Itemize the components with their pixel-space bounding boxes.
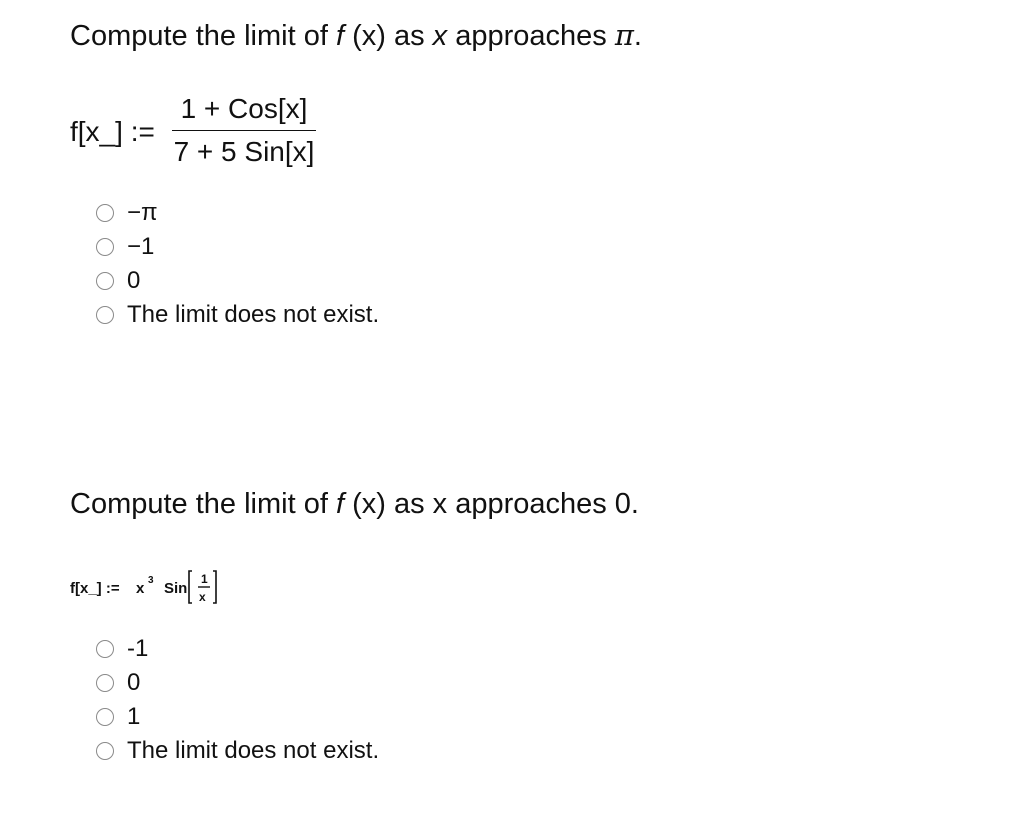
- prompt-argument: (x): [344, 20, 386, 52]
- radio-button[interactable]: [96, 204, 114, 222]
- option-label: −π: [127, 199, 158, 226]
- formula-lhs: f[x_] :=: [70, 580, 120, 597]
- answer-option[interactable]: [96, 196, 379, 230]
- bracket-denominator: x: [199, 590, 206, 604]
- formula-power: [136, 575, 154, 597]
- radio-button[interactable]: [96, 238, 114, 256]
- prompt-function-name: f: [335, 20, 345, 52]
- prompt-text: Compute the limit of: [70, 20, 336, 52]
- radio-button[interactable]: [96, 272, 114, 290]
- answer-option[interactable]: [96, 734, 379, 768]
- prompt-variable: x: [432, 20, 448, 52]
- answer-option[interactable]: [96, 298, 379, 332]
- answer-option[interactable]: [96, 666, 379, 700]
- formula-denominator: 7 + 5 Sin[x]: [173, 136, 315, 167]
- prompt-limit-point: π: [614, 18, 634, 52]
- option-label: The limit does not exist.: [127, 301, 380, 328]
- option-label: 0: [127, 669, 141, 696]
- radio-button[interactable]: [96, 708, 114, 726]
- formula-function-name: Sin: [164, 580, 188, 597]
- prompt-text: as: [385, 20, 433, 52]
- radio-button[interactable]: [96, 640, 114, 658]
- option-label: −1: [127, 233, 155, 260]
- right-bracket-icon: [213, 571, 216, 603]
- answer-option[interactable]: [96, 632, 379, 666]
- question-prompt: [70, 18, 642, 53]
- fraction-bar: [172, 130, 316, 131]
- formula-exponent: 3: [148, 575, 154, 586]
- left-bracket-icon: [189, 571, 192, 603]
- option-label: The limit does not exist.: [127, 737, 380, 764]
- prompt-function-name: f: [335, 488, 345, 520]
- formula-lhs: f[x_] :=: [70, 116, 155, 147]
- prompt-text: Compute the limit of: [70, 488, 336, 520]
- radio-button[interactable]: [96, 674, 114, 692]
- prompt-text: approaches: [447, 20, 615, 52]
- question-prompt: [70, 488, 639, 521]
- radio-button[interactable]: [96, 742, 114, 760]
- prompt-argument: (x): [344, 488, 386, 520]
- question-2: [0, 470, 1024, 822]
- formula-fraction: [172, 90, 316, 171]
- answer-option[interactable]: [96, 700, 379, 734]
- formula-bracket-fraction: [186, 568, 226, 606]
- prompt-text: as x approaches 0.: [385, 488, 639, 520]
- prompt-period: .: [633, 20, 642, 52]
- option-label: 0: [127, 267, 141, 294]
- radio-button[interactable]: [96, 306, 114, 324]
- bracket-numerator: 1: [201, 572, 208, 586]
- option-label: 1: [127, 703, 141, 730]
- formula-numerator: 1 + Cos[x]: [180, 93, 308, 124]
- answer-options: [96, 632, 379, 768]
- formula-base: x: [136, 580, 145, 597]
- answer-option[interactable]: [96, 264, 379, 298]
- option-label: -1: [127, 635, 149, 662]
- answer-options: [96, 196, 379, 332]
- question-1: [0, 0, 1024, 360]
- answer-option[interactable]: [96, 230, 379, 264]
